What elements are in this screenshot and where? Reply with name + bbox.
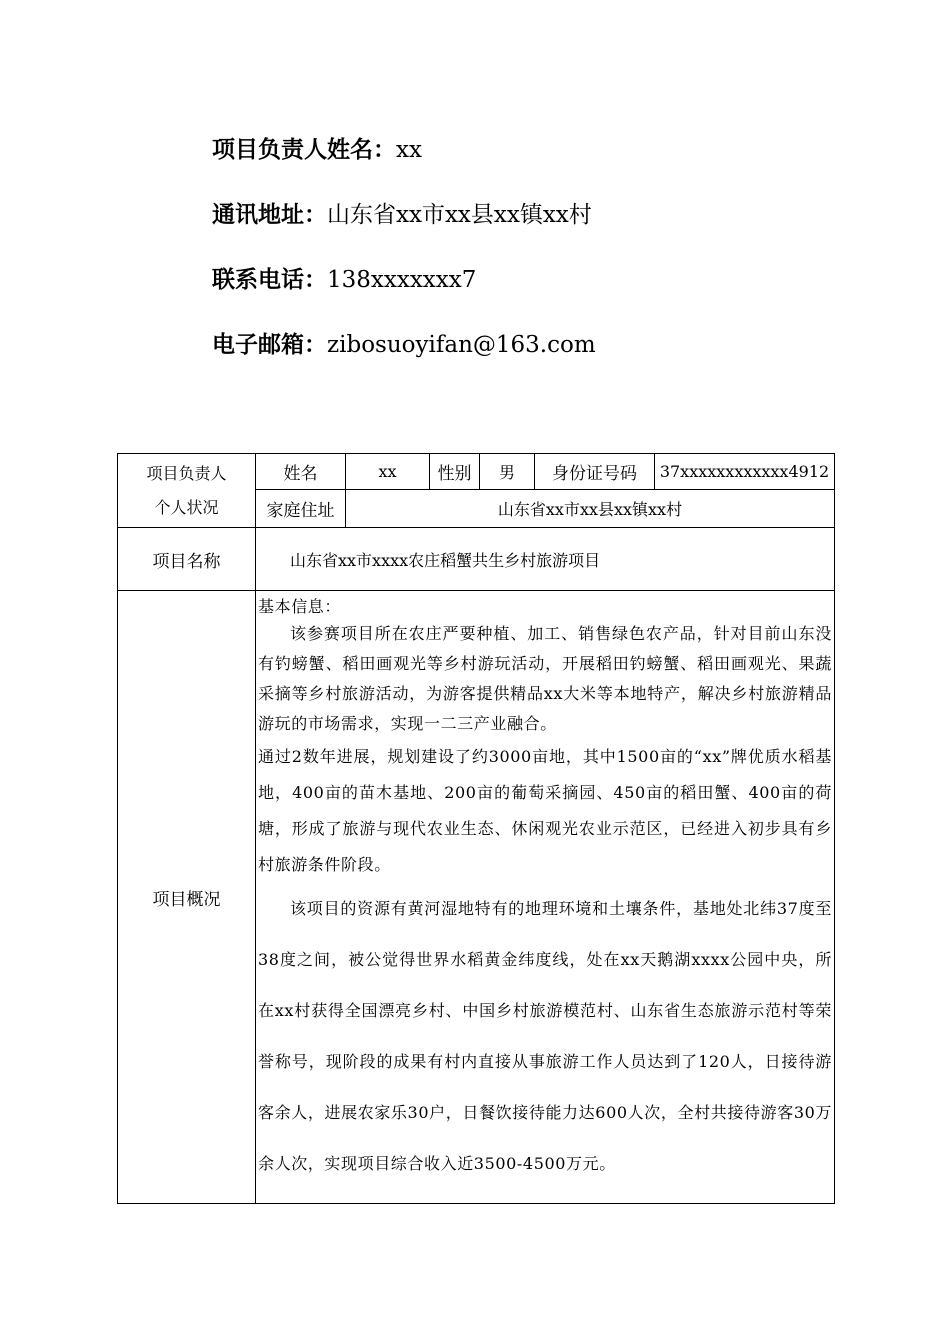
personal-label-line1: 项目负责人 xyxy=(146,463,227,483)
address-value: 山东省xx市xx县xx镇xx村 xyxy=(327,202,592,228)
project-name-label: 项目名称 xyxy=(118,528,256,591)
address-line xyxy=(212,195,852,260)
leader-value: xx xyxy=(396,137,422,163)
overview-para-1: 该参赛项目所在农庄严要种植、加工、销售绿色农产品，针对目前山东没有钓螃蟹、稻田画观光等乡村游玩活动，开展稻田钓螃蟹、稻田画观光、果蔬采摘等乡村旅游活动，为游客提供精品xx大米等本地特产，解决乡村旅游精品游玩的市场需求，实现一二三产业融合。 xyxy=(258,624,832,733)
personal-label-line2: 个人状况 xyxy=(154,497,219,517)
home-label: 家庭住址 xyxy=(256,490,346,528)
id-label: 身份证号码 xyxy=(535,454,655,490)
email-value: zibosuoyifan@163.com xyxy=(327,332,596,358)
home-value: 山东省xx市xx县xx镇xx村 xyxy=(346,490,835,528)
email-label: 电子邮箱： xyxy=(212,331,327,358)
gender-value: 男 xyxy=(480,454,535,490)
phone-line xyxy=(212,260,852,325)
personal-status-label xyxy=(118,454,256,528)
personal-row-1 xyxy=(118,454,835,490)
address-label: 通讯地址： xyxy=(212,201,327,228)
overview-row xyxy=(118,591,835,1204)
overview-content xyxy=(256,591,835,1204)
phone-value: 138xxxxxxx7 xyxy=(327,267,477,293)
project-info-table xyxy=(117,453,835,1204)
overview-label: 项目概况 xyxy=(118,591,256,1204)
name-label: 姓名 xyxy=(256,454,346,490)
gender-label: 性别 xyxy=(430,454,480,490)
email-line xyxy=(212,325,852,390)
leader-line xyxy=(212,130,852,195)
overview-para-3: 该项目的资源有黄河湿地特有的地理环境和土壤条件，基地处北纬37度至38度之间，被公觉得世界水稻黄金纬度线，处在xx天鹅湖xxxx公园中央，所在xx村获得全国漂亮乡村、中国乡村旅游模范村、山东省生态旅游示范村等荣誉称号，现阶段的成果有村内直接从事旅游工作人员达到了120人，日接待游客余人，进展农家乐30户，日餐饮接待能力达600人次，全村共接待游客30万余人次，实现项目综合收入近3500-4500万元。 xyxy=(258,899,832,1173)
basic-info-title: 基本信息： xyxy=(258,597,342,616)
project-name-value: 山东省xx市xxxx农庄稻蟹共生乡村旅游项目 xyxy=(256,528,835,591)
name-value: xx xyxy=(346,454,430,490)
id-value: 37xxxxxxxxxxxx4912 xyxy=(655,454,835,490)
project-name-row xyxy=(118,528,835,591)
contact-header xyxy=(212,130,852,390)
leader-label: 项目负责人姓名： xyxy=(212,136,396,163)
overview-para-2: 通过2数年进展，规划建设了约3000亩地，其中1500亩的“xx”牌优质水稻基地，400亩的苗木基地、200亩的葡萄采摘园、450亩的稻田蟹、400亩的荷塘，形成了旅游与现代农业生态、休闲观光农业示范区，已经进入初步具有乡村旅游条件阶段。 xyxy=(258,747,832,874)
phone-label: 联系电话： xyxy=(212,266,327,293)
